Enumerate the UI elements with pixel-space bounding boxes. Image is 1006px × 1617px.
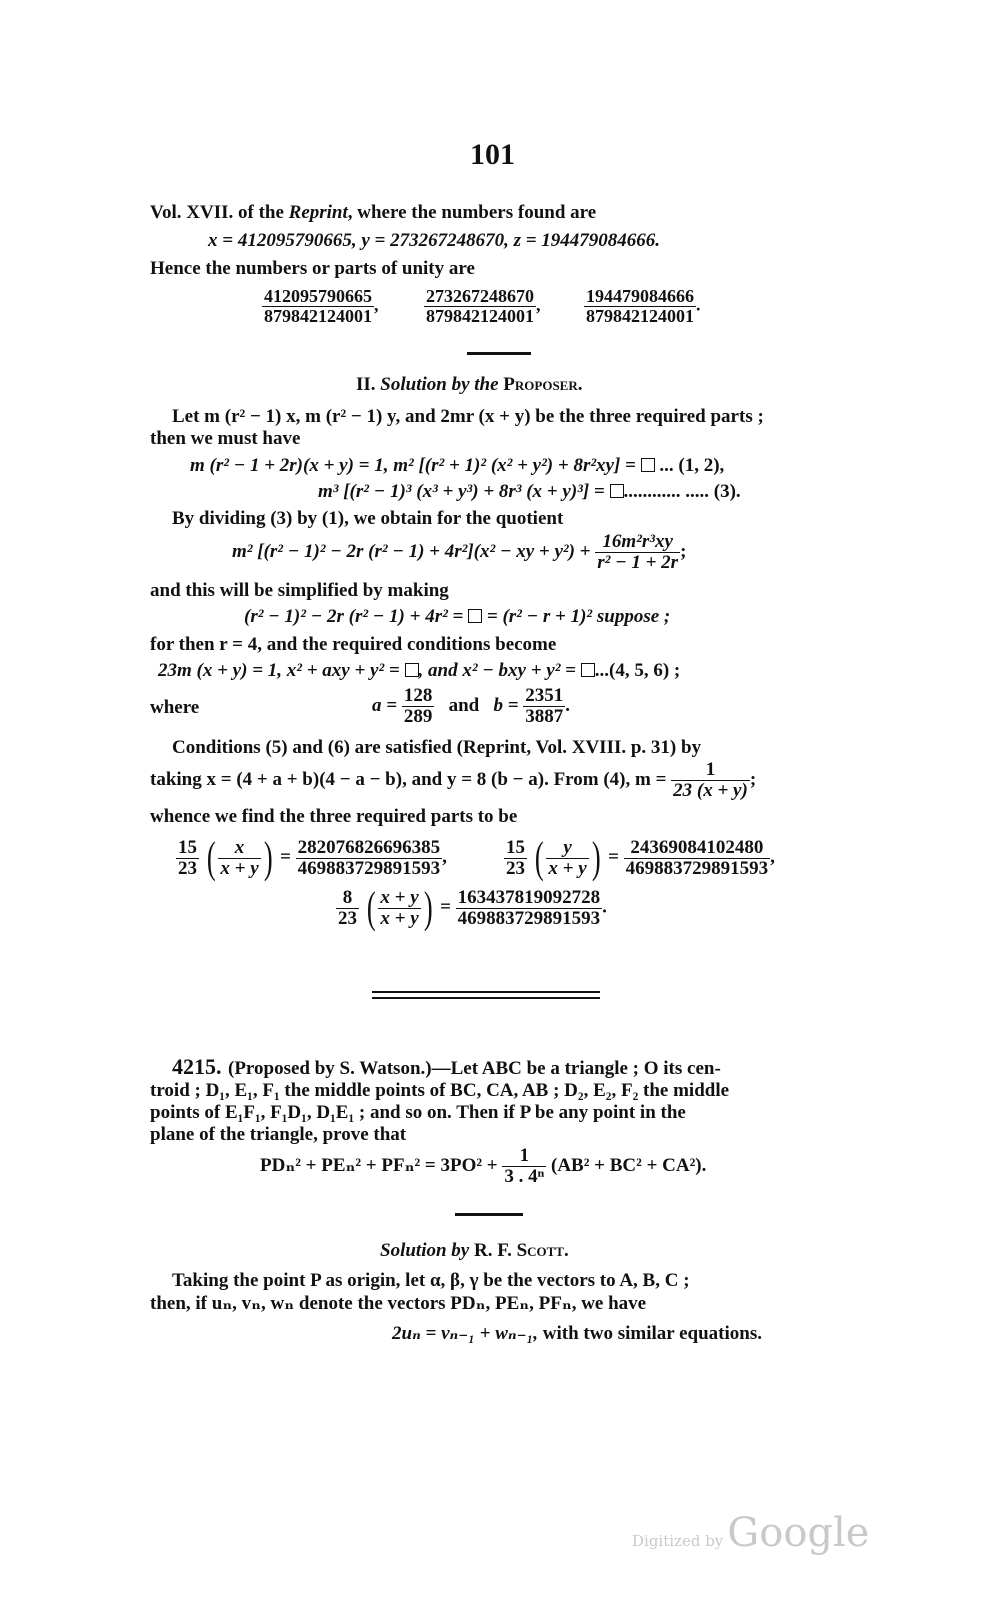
res1-val-den: 469883729891593 [297, 857, 441, 879]
section2-heading [356, 374, 583, 396]
eq3-den: r² − 1 + 2r [597, 551, 679, 573]
b-num: 2351 [525, 685, 564, 706]
res2-val-num: 24369084102480 [624, 838, 771, 859]
equation-3 [318, 481, 741, 503]
para-r4: for then r = 4, and the required conditions become [150, 634, 557, 655]
res3-inner-den: x + y [380, 907, 419, 929]
scott-line-2: then, if uₙ, vₙ, wₙ denote the vectors PDₙ, PEₙ, PFₙ, we have [150, 1293, 647, 1314]
heading-italic: Solution by the [380, 374, 504, 395]
problem-line-1: (Proposed by S. Watson.)—Let ABC be a triangle ; O its cen- [228, 1058, 721, 1079]
xyz-values: x = 412095790665, y = 273267248670, z = 194479084666. [208, 230, 661, 251]
res1-num: 15 [178, 836, 197, 858]
equation-4-5-6 [158, 660, 680, 682]
problem-eq-lhs: PDₙ² + PEₙ² + PFₙ² = 3PO² + [260, 1154, 498, 1176]
equation-making [244, 606, 670, 628]
page-number: 101 [470, 138, 515, 171]
result-part-2: $\frac{15}{23}$ ( $\frac{y}{x + y}$ ) = $\frac{24369084102480}{469883729891593}$ , [506, 833, 775, 882]
square-symbol [581, 663, 595, 677]
problem-line-4: plane of the triangle, prove that [150, 1124, 407, 1145]
res2-inner-den: x + y [548, 857, 587, 879]
hence-line: Hence the numbers or parts of unity are [150, 258, 475, 279]
scott-eq: 2uₙ = vₙ₋₁ + wₙ₋₁, [392, 1323, 538, 1344]
para-simplified: and this will be simplified by making [150, 580, 449, 601]
para-conditions: Conditions (5) and (6) are satisfied (Reprint, Vol. XVIII. p. 31) by [172, 737, 702, 758]
eq2-text: m³ [(r² − 1)³ (x³ + y³) + 8r³ (x + y)³] = [318, 481, 605, 502]
res3-val-den: 469883729891593 [457, 907, 601, 929]
res3-inner-num: x + y [380, 886, 419, 908]
b-den: 3887 [525, 705, 564, 727]
frac1-num: 412095790665 [264, 286, 372, 306]
eq5c-tag: ...(4, 5, 6) ; [594, 660, 681, 681]
frac3-sep: . [696, 294, 701, 315]
scott-name: R. F. Scott. [473, 1240, 569, 1261]
b-lhs: b = [493, 694, 519, 716]
m-num: 1 [671, 760, 750, 781]
where-label: where [150, 697, 200, 718]
eq2-tag: ............ ..... (3). [623, 481, 741, 502]
res1-inner-num: x [218, 838, 260, 859]
unity-fraction-1 [262, 287, 379, 326]
eq3-num: 16m²r³xy [595, 532, 680, 553]
scott-eq-tail: with two similar equations. [542, 1323, 762, 1344]
para-taking [150, 760, 756, 801]
frac3-den: 879842124001 [586, 305, 694, 326]
res1-den: 23 [178, 857, 197, 879]
problem-line-2: troid ; D₁, E₁, F₁ the middle points of BC, CA, AB ; D₂, E₂, F₂ the middle [150, 1080, 730, 1101]
scott-line-1: Taking the point P as origin, let α, β, γ be the vectors to A, B, C ; [172, 1270, 690, 1291]
res3-num: 8 [336, 888, 359, 909]
heading-proposer: Proposer. [503, 374, 583, 395]
unity-fraction-2 [424, 287, 541, 326]
a-lhs: a = [372, 694, 398, 716]
res2-val-den: 469883729891593 [625, 857, 769, 879]
double-rule-top [372, 991, 600, 993]
problem-eq-den: 3 . 4ⁿ [504, 1165, 545, 1187]
frac3-num: 194479084666 [586, 286, 694, 306]
section-divider-1 [467, 352, 531, 355]
taking-tail: ; [749, 768, 757, 790]
a-den: 289 [403, 705, 433, 727]
square-symbol [405, 663, 419, 677]
eq5b-text: , and x² − bxy + y² = [418, 660, 577, 681]
problem-eq-num: 1 [502, 1146, 546, 1167]
frac2-num: 273267248670 [426, 286, 534, 306]
frac1-den: 879842124001 [264, 305, 372, 326]
square-symbol [641, 458, 655, 472]
eq1-text: m (r² − 1 + 2r)(x + y) = 1, m² [(r² + 1)² (x² + y²) + 8r²xy] = [190, 455, 636, 476]
scott-heading [380, 1240, 569, 1262]
scott-equation [392, 1322, 762, 1345]
intro-text-a: Vol. XVII. of the [150, 202, 289, 223]
heading-num: II. [356, 374, 381, 395]
equation-1-2 [190, 455, 724, 477]
eq1-tag: ... (1, 2), [659, 455, 725, 476]
para-then: then we must have [150, 428, 301, 449]
result-part-3: $\frac{8}{23}$ ( $\frac{x + y}{x + y}$ ) = $\frac{163437819092728}{469883729891593}$ . [338, 883, 607, 932]
res2-den: 23 [506, 857, 525, 879]
frac2-sep: , [536, 294, 541, 315]
google-logo-text: Google [727, 1510, 870, 1556]
section-divider-2 [455, 1213, 523, 1216]
problem-equation [260, 1146, 706, 1187]
res3-den: 23 [338, 907, 357, 929]
res1-val-num: 282076826696385 [297, 836, 441, 858]
and-word: and [448, 694, 480, 716]
res1-inner-den: x + y [220, 857, 259, 879]
eq5a-text: 23m (x + y) = 1, x² + axy + y² = [158, 660, 400, 681]
frac2-den: 879842124001 [426, 305, 534, 326]
eq4b-text: = (r² − r + 1)² suppose ; [486, 606, 671, 627]
problem-eq-rhs: (AB² + BC² + CA²). [551, 1154, 707, 1176]
eq4a-text: (r² − 1)² − 2r (r² − 1) + 4r² = [244, 606, 464, 627]
digitized-by-text: Digitized by [632, 1532, 724, 1550]
square-symbol [468, 609, 482, 623]
taking-text: taking x = (4 + a + b)(4 − a − b), and y = 8 (b − a). From (4), m = [150, 768, 667, 790]
problem-line-3: points of E₁F₁, F₁D₁, D₁E₁ ; and so on. Then if P be any point in the [150, 1102, 686, 1123]
google-watermark [632, 1510, 869, 1556]
a-num: 128 [403, 685, 433, 706]
eq3-tail: ; [680, 540, 687, 562]
intro-reprint: Reprint [288, 202, 348, 223]
unity-fraction-3 [584, 287, 701, 326]
problem-number: 4215. [172, 1054, 222, 1079]
para-dividing: By dividing (3) by (1), we obtain for the quotient [172, 508, 564, 529]
double-rule-bottom [372, 997, 600, 999]
intro-text-c: , where the numbers found are [347, 202, 597, 223]
intro-line-1 [150, 202, 596, 224]
m-den: 23 (x + y) [673, 779, 748, 801]
scott-heading-italic: Solution by [380, 1240, 474, 1261]
res2-num: 15 [506, 836, 525, 858]
para-let: Let m (r² − 1) x, m (r² − 1) y, and 2mr (x + y) be the three required parts ; [172, 406, 764, 427]
eq3-text: m² [(r² − 1)² − 2r (r² − 1) + 4r²](x² − xy + y²) + [232, 540, 591, 562]
a-b-definitions: a = $\frac{128}{289}$ and b = $\frac{2351}{3887}$ . [372, 685, 571, 727]
para-whence: whence we find the three required parts to be [150, 806, 518, 827]
equation-quotient [232, 532, 686, 573]
result-part-1: $\frac{15}{23}$ ( $\frac{x}{x + y}$ ) = $\frac{282076826696385}{469883729891593}$ , [178, 833, 447, 882]
res2-inner-num: y [546, 838, 588, 859]
frac1-sep: , [374, 294, 379, 315]
square-symbol [610, 484, 624, 498]
res3-val-num: 163437819092728 [457, 886, 601, 908]
